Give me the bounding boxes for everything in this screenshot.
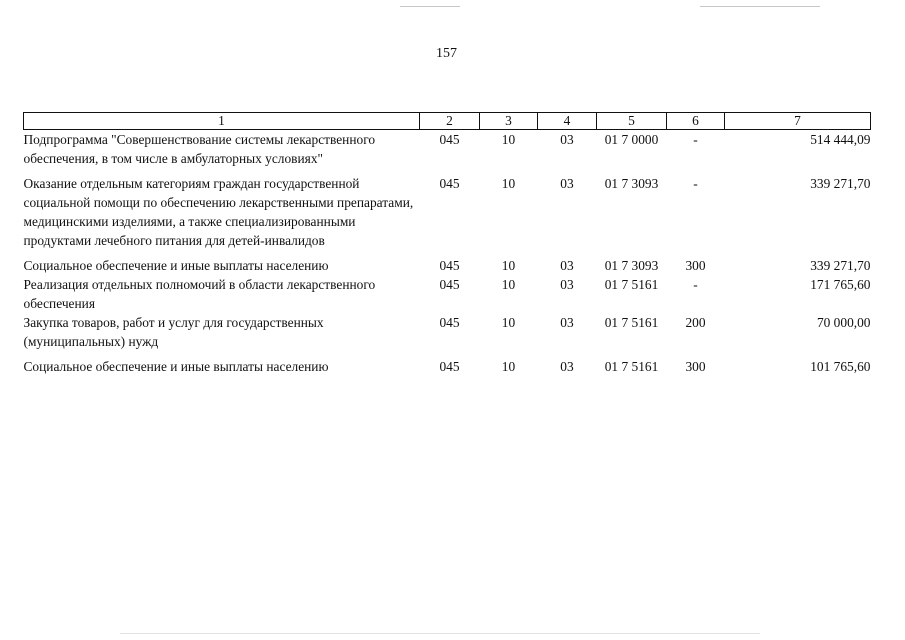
column-header-ministry: 2 [420,113,480,130]
table-row [24,130,871,175]
column-header-section: 3 [480,113,538,130]
row-ministry: 045 [439,277,460,292]
row-amount: 70 000,00 [816,315,871,330]
table-row [24,313,871,357]
scan-artifact-bottom [120,633,760,634]
row-section: 10 [501,176,516,191]
row-name: Реализация отдельных полномочий в области лекарственного обеспечения [23,277,376,311]
row-expense-type: - [693,132,698,147]
column-header-subsection: 4 [538,113,597,130]
table-row [24,256,871,275]
row-target: 01 7 3093 [604,176,659,191]
column-header-expense-type: 6 [667,113,725,130]
row-expense-type: 300 [685,258,706,273]
row-section: 10 [501,359,516,374]
row-expense-type: - [693,176,698,191]
row-name: Оказание отдельным категориям граждан государственной социальной помощи по обеспечению лекарственными препаратами, медицинскими изделиями, а также специализированными продуктами лечебного питания для детей-инвалидов [23,176,414,248]
row-amount: 339 271,70 [810,258,871,273]
budget-table [23,112,871,376]
page-number: 157 [436,46,457,61]
row-subsection: 03 [560,132,574,147]
row-name: Социальное обеспечение и иные выплаты населению [23,359,329,374]
row-ministry: 045 [439,315,460,330]
row-subsection: 03 [560,315,574,330]
row-target: 01 7 5161 [604,315,659,330]
row-section: 10 [501,277,516,292]
row-target: 01 7 5161 [604,277,659,292]
header-row [24,113,871,130]
column-header-target: 5 [597,113,667,130]
table-row [24,174,871,256]
row-subsection: 03 [560,359,574,374]
column-header-amount: 7 [725,113,871,130]
row-amount: 514 444,09 [810,132,871,147]
table-row [24,357,871,376]
row-expense-type: - [693,277,698,292]
row-target: 01 7 3093 [604,258,659,273]
row-name: Закупка товаров, работ и услуг для государственных (муниципальных) нужд [23,315,324,349]
row-section: 10 [501,258,516,273]
row-section: 10 [501,315,516,330]
row-target: 01 7 5161 [604,359,659,374]
table-row [24,275,871,313]
scan-artifact-top [400,6,460,7]
row-subsection: 03 [560,258,574,273]
row-section: 10 [501,132,516,147]
column-header-name: 1 [24,113,420,130]
row-expense-type: 300 [685,359,706,374]
row-target: 01 7 0000 [604,132,659,147]
row-ministry: 045 [439,132,460,147]
row-name: Подпрограмма "Совершенствование системы лекарственного обеспечения, в том числе в амбулаторных условиях" [23,132,376,166]
row-subsection: 03 [560,277,574,292]
row-name: Социальное обеспечение и иные выплаты населению [23,258,329,273]
row-ministry: 045 [439,176,460,191]
scan-artifact-top [700,6,820,7]
row-amount: 171 765,60 [810,277,871,292]
row-subsection: 03 [560,176,574,191]
row-amount: 101 765,60 [810,359,871,374]
row-ministry: 045 [439,258,460,273]
row-ministry: 045 [439,359,460,374]
row-amount: 339 271,70 [810,176,871,191]
row-expense-type: 200 [685,315,706,330]
